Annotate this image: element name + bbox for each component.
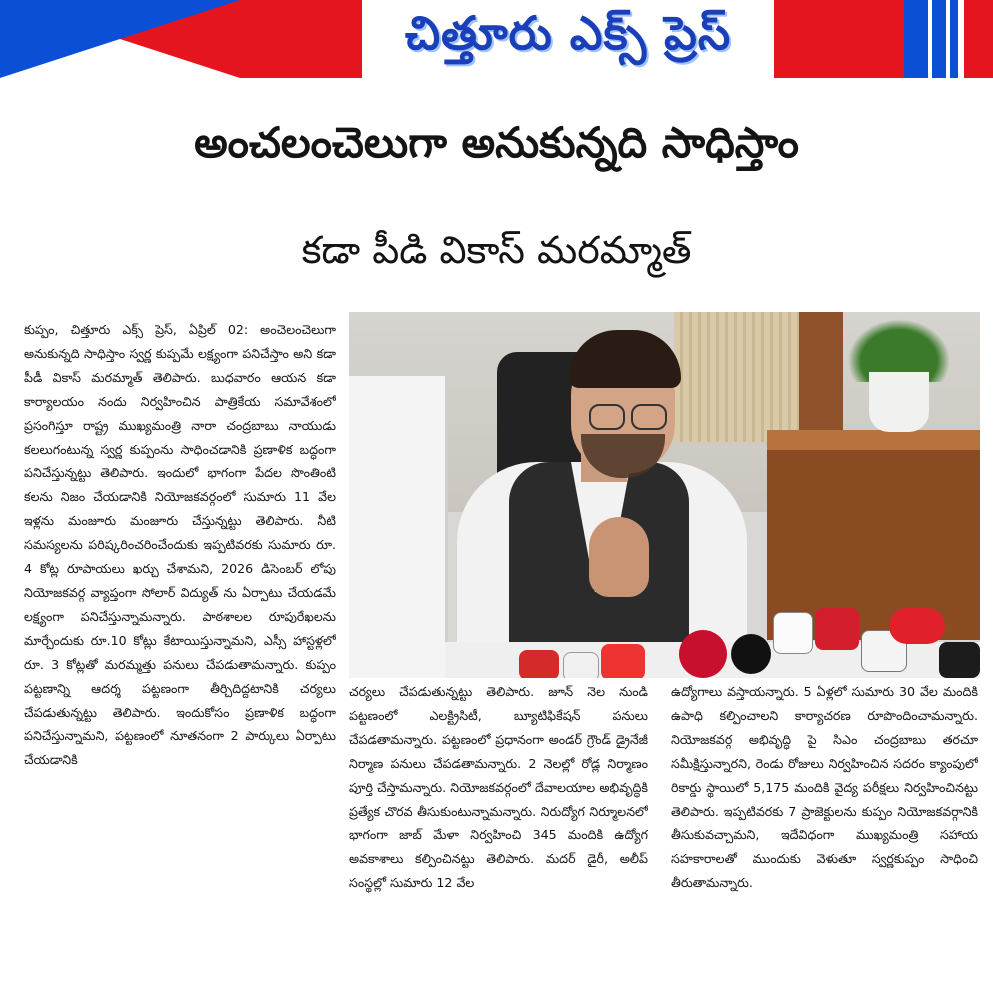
microphone-icon (679, 630, 727, 678)
microphone-icon (889, 608, 945, 644)
article-column-2: చర్యలు చేపడుతున్నట్టు తెలిపారు. జూన్ నెల నుండి పట్టణంలో ఎలక్ట్రిసిటీ, బ్యూటిఫికేషన్ పనులు చేపడతామన్నారు. పట్టణంలో ప్రధానంగా అండర్ గ్రౌండ్ డ్రైనేజీ నిర్మాణ పనులు చేపడతామన్నారు. 2 నెలల్లో రోడ్ల నిర్మాణం పూర్తి చేస్తామన్నారు. నియోజకవర్గంలో దేవాలయాల అభివృద్ధికి ప్రత్యేక చొరవ తీసుకుంటున్నామన్నారు. నిరుద్యోగ నిర్మూలనలో భాగంగా జాబ్ మేళా నిర్వహించి 345 మందికి ఉద్యోగ అవకాశాలు కల్పించినట్టు తెలిపారు. మదర్ డైరీ, అలీప్ సంస్థల్లో సుమారు 12 వేల (349, 684, 648, 891)
microphone-icon (773, 612, 813, 654)
microphone-icon (519, 650, 559, 678)
article-column-3: ఉద్యోగాలు వస్తాయన్నారు. 5 ఏళ్లలో సుమారు 30 వేల మందికి ఉపాధి కల్పించాలని కార్యాచరణ రూపొందించామన్నారు. నియోజకవర్గ అభివృద్ధి పై సిఎం చంద్రబాబు తరచూ సమీక్షిస్తున్నారని, రెండు రోజులు నిర్వహించిన సదరం క్యాంపులో రికార్డు స్థాయిలో 5,175 మందికి వైద్య పరీక్షలు నిర్వహించినట్టు తెలిపారు. ఇప్పటివరకు 7 ప్రాజెక్టులను కుప్పం నియోజకవర్గానికి తీసుకువచ్చామని, ఇదేవిధంగా ముఖ్యమంత్రి సహాయ సహకారాలతో ముందుకు వెళుతూ స్వర్ణకుప్పం సాధించి తీరుతామన్నారు. (671, 684, 978, 891)
microphone-icon (601, 644, 645, 678)
microphone-icon (563, 652, 599, 678)
banner-red-right (774, 0, 904, 78)
masthead-title: చిత్తూరు ఎక్స్ ప్రెస్ (404, 6, 732, 60)
microphone-icon (815, 608, 859, 650)
banner-stripes (904, 0, 993, 78)
article-subheadline: కడా పీడి వికాస్ మరమ్మాత్ (301, 228, 692, 272)
article-column-1: కుప్పం, చిత్తూరు ఎక్స్ ప్రెస్, ఏప్రిల్ 02: అంచెలంచెలుగా అనుకున్నది సాధిస్తాం స్వర్ణ కుప్పమే లక్ష్యంగా పనిచేస్తాం అని కడా పీడీ వికాస్ మరమ్మాత్ తెలిపారు. బుధవారం ఆయన కడా కార్యాలయం నందు నిర్వహించిన పాత్రికేయ సమావేశంలో ప్రసంగిస్తూ రాష్ట్ర ముఖ్యమంత్రి నారా చంద్రబాబు నాయుడు కలలుగంటున్న స్వర్ణ కుప్పంను సాధించడానికి ప్రణాళిక బద్ధంగా పనిచేస్తున్నట్టు తెలిపారు. ఇందులో భాగంగా పేదల సొంతింటి కలను నిజం చేయడానికి నియోజకవర్గంలో సుమారు 11 వేల ఇళ్లను మంజూరు మంజూరు చేస్తున్నట్టు తెలిపారు. నీటి సమస్యలను పరిష్కరించరించేందుకు ఇప్పటివరకు సుమారు రూ. 4 కోట్ల రూపాయలు ఖర్చు చేశామని, 2026 డిసెంబర్ లోపు నియోజకవర్గ వ్యాప్తంగా సోలార్ విద్యుత్ ను ఏర్పాటు చేయడమే లక్ష్యంగా పనిచేస్తున్నామన్నారు. పాఠశాలల రూపురేఖలను మార్చేందుకు రూ.10 కోట్లు కేటాయిస్తున్నామని, ఎస్సీ హాస్టళ్లలో రూ. 3 కోట్లతో మరమ్మత్తు పనులు చేపడుతామన్నారు. కుప్పం పట్టణాన్ని ఆదర్శ పట్టణంగా తీర్చిదిద్దటానికి చర్యలు చేపడుతున్నట్టు తెలిపారు. ఇందుకోసం ప్రణాళిక బద్ధంగా పనిచేస్తున్నామని, పట్టణంలో నూతనంగా 2 పార్కులు ఏర్పాటు చేయడానికి (24, 322, 336, 768)
article-photo (349, 312, 980, 678)
banner-blue-left (0, 0, 240, 78)
article-headline: అంచలంచెలుగా అనుకున్నది సాధిస్తాం (194, 118, 799, 167)
microphone-icon (939, 642, 980, 678)
microphone-icon (731, 634, 771, 674)
masthead-banner (0, 0, 993, 78)
